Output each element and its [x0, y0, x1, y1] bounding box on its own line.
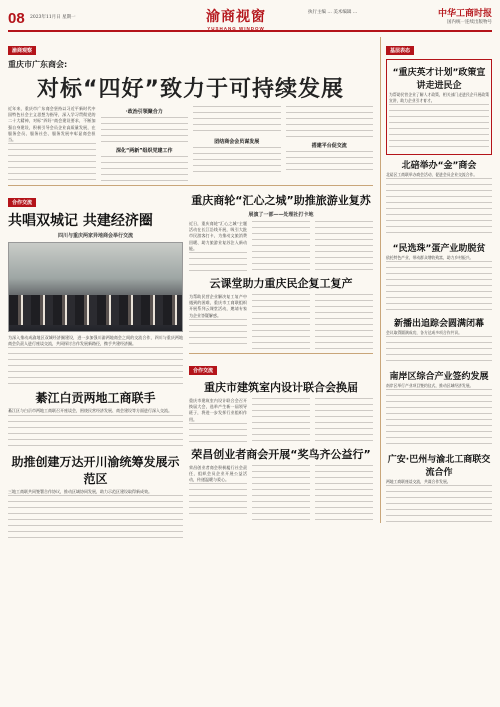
sidebar-body-4: 会议取得圆满成功，各方达成多项合作共识。 — [386, 330, 462, 335]
right-stories — [189, 189, 373, 541]
text-block — [189, 423, 247, 443]
lead-headline: 对标“四好”致力于可持续发展 — [37, 77, 344, 102]
rong-columns — [189, 465, 373, 521]
paper-name: 中华工商时报 — [437, 9, 492, 19]
lead-tag: 渝商观察 — [8, 46, 36, 55]
group-photo — [8, 242, 183, 332]
text-block — [315, 221, 373, 271]
text-block — [315, 465, 373, 521]
feature-headline: 重庆商轮“汇心之城”助推旅游业复苏 — [191, 194, 371, 207]
section-brand — [176, 6, 296, 31]
sidebar-item — [386, 59, 492, 155]
sidebar-body-2: 北碚区工商联举办商会活动，促进会员企业交流合作。 — [386, 172, 478, 177]
sidebar-headline-3: “民选珠”蛋产业助脱贫 — [392, 244, 486, 254]
text-block — [101, 117, 189, 145]
story4-headline: 助推创建万达开川渝统筹发展示范区 — [11, 454, 180, 486]
story4-body: 三地工商联共同签署合作协议，推动区域协同发展，助力示范区建设取得新成效。 — [8, 488, 152, 494]
paper-number: 国内统一连续出版物号 — [447, 20, 492, 25]
rong-body: 荣昌创业者商会积极履行社会责任，组织会员企业开展公益活动，传递温暖与爱心。 — [189, 464, 247, 483]
text-block — [386, 389, 492, 449]
lead-subhead-4: 搭建平台促交流 — [311, 143, 347, 149]
text-block — [189, 252, 247, 272]
text-block — [252, 465, 310, 521]
text-block — [101, 156, 189, 182]
story2-body: 为深入推动成渝地区双城经济圈建设，进一步加强川渝两地商会之间的交流合作，四川与重庆两地商会负责人进行座谈交流，共同探讨合作发展新路径，携手共建经济圈。 — [8, 335, 183, 347]
main-column — [8, 37, 373, 541]
brand-title: 渝商视窗 — [206, 9, 266, 25]
sidebar-headline-6: 广安·巴州与渝北工商联交流合作 — [387, 455, 491, 478]
divider — [8, 185, 373, 186]
text-block — [386, 336, 492, 366]
sidebar-headline-1: “重庆英才计划”政策宣讲走进民企 — [392, 68, 486, 91]
text-block — [8, 143, 96, 181]
feature-deck: 展演了一部——处理社打卡地 — [248, 212, 314, 218]
editors-credit: 执行主编 … 美术编辑 … — [308, 10, 358, 15]
lead-subhead-3: 团结商会会员谋发展 — [214, 139, 260, 145]
story3-body: 綦江区与白贡市两地工商联召开座谈会，围绕民营经济发展、商会建设等方面进行深入交流。 — [8, 408, 172, 414]
sidebar-body-1: 为帮助民营企业了解人才政策，相关部门走进民企开展政策宣讲，助力企业引才育才。 — [389, 92, 489, 103]
text-block — [193, 106, 281, 136]
sidebar-body-3: 依托特色产业，带动群众增收致富，助力乡村振兴。 — [386, 255, 474, 260]
sidebar-headline-2: 北碚举办“金”商会 — [401, 161, 477, 171]
strategic-headline: 重庆市建筑室内设计联合会换届 — [204, 381, 358, 395]
lower-section — [8, 189, 373, 541]
text-block — [252, 398, 310, 442]
story2-column — [8, 189, 183, 541]
text-block — [252, 221, 310, 271]
cloud-headline: 云课堂助力重庆民企复工复产 — [209, 277, 353, 291]
strategic-columns — [189, 398, 373, 443]
feature-columns — [189, 221, 373, 272]
lead-body-columns — [8, 106, 373, 182]
paper-name-block — [438, 6, 492, 25]
brand-subtitle: YUSHANG WINDOW — [207, 26, 265, 31]
text-block — [386, 178, 492, 238]
text-block — [389, 104, 489, 152]
sidebar-body-5: 南岸区举行产业项目签约仪式，推动区域经济发展。 — [386, 383, 474, 388]
lead-body: 近年来，重庆市广东商会坚持以习近平新时代中国特色社会主义思想为指导，深入学习贯彻党的二十大精神，对标“四好”商会建设要求，不断加强自身建设，积极引导会员企业高质量发展，在服务会员、服务社会、服务发展中彰显商会担当。 — [8, 106, 96, 143]
text-block — [189, 483, 247, 517]
cloud-body: 为帮助民营企业解决复工复产中遇到的困难，重庆市工商联组织开展系列云课堂活动，邀请专家为企业答疑解惑。 — [189, 294, 247, 318]
text-block — [315, 294, 373, 350]
strategic-tag: 合作交流 — [189, 366, 217, 375]
feature-body: 近日，重庆商轮“汇心之城”主题活动在长江沿线开展，吸引大批市民游客打卡，为推动文旅消费回暖、助力旅游业复苏注入新动能。 — [189, 221, 247, 251]
story2-tag: 合作交流 — [8, 198, 36, 207]
sidebar-tag: 基层表态 — [386, 46, 414, 55]
story2-deck: 四川与重庆两家异地商会举行交流 — [57, 233, 133, 239]
text-block — [189, 319, 247, 349]
text-block — [193, 147, 281, 175]
people-silhouettes — [9, 295, 182, 325]
lead-kicker: 重庆市广东商会: — [8, 60, 68, 69]
sidebar-column — [380, 37, 492, 523]
story2-headline: 共唱双城记 共建经济圈 — [8, 213, 153, 229]
sidebar-headline-4: 新播出追踪会圆满闭幕 — [393, 319, 484, 329]
lead-subhead-1: ·政治引领聚合力 — [125, 109, 163, 115]
sidebar-body-6: 两地工商联座谈交流，共谋合作发展。 — [386, 479, 451, 484]
divider — [189, 353, 373, 354]
page-number: 08 — [8, 9, 25, 27]
strategic-body: 重庆市建筑室内设计联合会召开换届大会，选举产生新一届领导班子，将进一步发挥行业组织作用。 — [189, 398, 247, 422]
rong-headline: 荣昌创业者商会开展“奖鸟齐公益行” — [191, 447, 371, 461]
text-block — [386, 485, 492, 523]
text-block — [8, 347, 183, 387]
sidebar-headline-5: 南岸区综合产业签约发展 — [389, 372, 489, 382]
text-block — [286, 151, 374, 175]
text-block — [286, 106, 374, 140]
masthead — [8, 6, 492, 32]
text-block — [8, 415, 183, 451]
cloud-columns — [189, 294, 373, 350]
lead-subhead-2: 深化“两新”组织党建工作 — [115, 148, 173, 154]
issue-date: 2023年11月日 星期一 — [30, 15, 76, 20]
story3-headline: 綦江白贡两地工商联手 — [35, 391, 156, 406]
text-block — [386, 261, 492, 313]
text-block — [8, 495, 183, 541]
text-block — [252, 294, 310, 350]
text-block — [315, 398, 373, 442]
